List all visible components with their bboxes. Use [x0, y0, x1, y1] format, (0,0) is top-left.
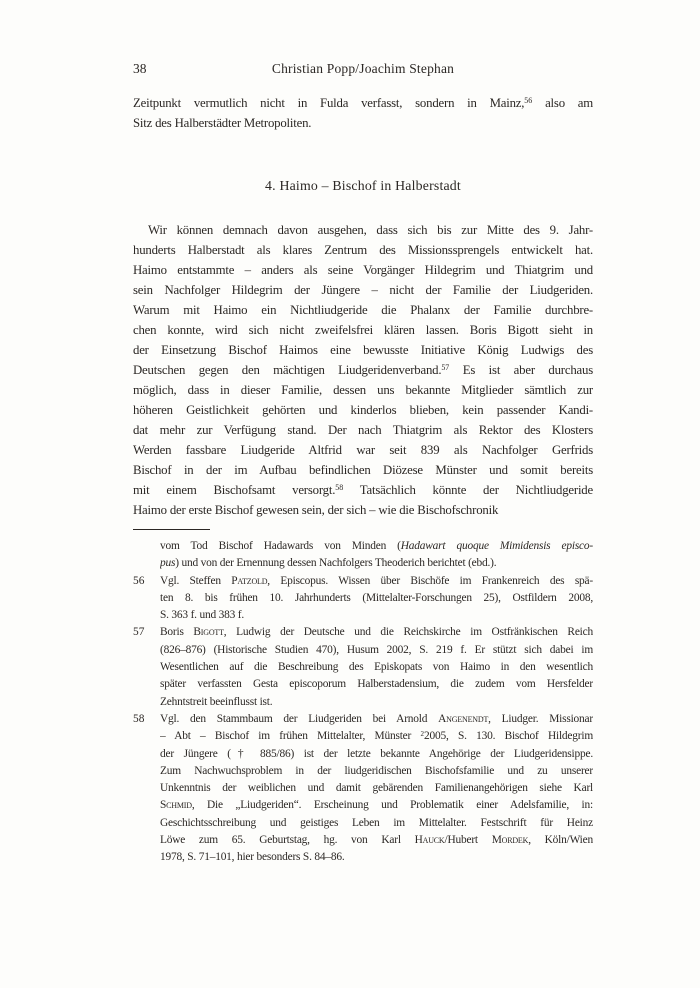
text-run: /Hubert	[444, 834, 492, 847]
footnotes-section	[133, 538, 593, 867]
text-run: also am	[532, 96, 593, 110]
text-run: (826–876) (Historische Studien 470), Husum 2002, S. 219 f. Er stützt sich dabei im	[160, 643, 593, 656]
text-line	[160, 642, 593, 659]
text-line	[133, 220, 593, 240]
text-run: Zeitpunkt vermutlich nicht in Fulda verfasst, sondern in Mainz,	[133, 96, 525, 110]
text-run: Sitz des Halberstädter Metropoliten.	[133, 116, 312, 130]
text-line	[160, 538, 593, 555]
text-line	[133, 320, 593, 340]
text-run: höheren Geistlichkeit gehörten und kinderlos blieben, kein passender Kandi-	[133, 403, 593, 417]
author-name-smallcaps: Hauck	[414, 834, 445, 847]
text-run: Zehntstreit beeinflusst ist.	[160, 695, 273, 708]
text-line	[160, 659, 593, 676]
author-name-smallcaps: Schmid	[160, 799, 192, 812]
text-line	[160, 815, 593, 832]
text-line	[133, 340, 593, 360]
text-column	[133, 0, 593, 867]
text-run: Zum Nachwuchsproblem in der liudgeridischen Bischofsfamilie und zu unserer	[160, 764, 593, 777]
text-run: Geschichtsschreibung und geistiges Leben im Mittelalter. Festschrift für Heinz	[160, 816, 593, 829]
text-line	[160, 728, 593, 745]
text-run: Wir können demnach davon ausgehen, dass sich bis zur Mitte des 9. Jahr-	[148, 223, 593, 237]
text-line	[160, 797, 593, 814]
text-run: , Episcopus. Wissen über Bischöfe im Frankenreich des spä-	[267, 574, 593, 587]
text-run: Boris	[160, 626, 194, 639]
author-name-smallcaps: Patzold	[231, 574, 268, 587]
footnote-item	[133, 624, 593, 710]
section-heading: 4. Haimo – Bischof in Halberstadt	[265, 178, 461, 193]
text-line	[133, 460, 593, 480]
author-name-smallcaps: Mordek	[491, 834, 529, 847]
text-run: , Köln/Wien	[528, 834, 593, 847]
footnote-number: 57	[133, 626, 145, 639]
text-line	[160, 676, 593, 693]
text-line	[133, 240, 593, 260]
footnote-number: 58	[133, 712, 145, 725]
text-line	[133, 420, 593, 440]
text-run: mit einem Bischofsamt versorgt.	[133, 483, 336, 497]
text-line	[133, 400, 593, 420]
page-header	[133, 61, 593, 78]
text-line	[160, 849, 593, 866]
author-name-smallcaps: Angenendt	[438, 712, 489, 725]
text-run: , Liudger. Missionar	[488, 712, 593, 725]
text-line	[160, 832, 593, 849]
text-line	[133, 380, 593, 400]
text-run: Werden fassbare Liudgeride Altfrid war seit 839 als Nachfolger Gerfrids	[133, 443, 593, 457]
text-line	[160, 573, 593, 590]
footnote-number: 56	[133, 574, 145, 587]
text-line	[160, 555, 593, 572]
text-run: Haimo entstammte – anders als seine Vorgänger Hildegrim und Thiatgrim und	[133, 263, 593, 277]
text-run: möglich, dass in dieser Familie, dessen uns bekannte Mitglieder sämtlich zur	[133, 383, 593, 397]
text-line	[133, 260, 593, 280]
text-run: Deutschen gegen den mächtigen Liudgeridenverband.	[133, 363, 442, 377]
text-line	[160, 607, 593, 624]
text-line	[133, 500, 593, 520]
author-name-smallcaps: Bigott	[193, 626, 224, 639]
footnote-separator-rule	[133, 529, 210, 530]
text-run: Es ist aber durchaus	[449, 363, 593, 377]
text-run: , Ludwig der Deutsche und die Reichskirche im Ostfränkischen Reich	[223, 626, 593, 639]
text-line	[133, 280, 593, 300]
text-line	[160, 763, 593, 780]
text-run: Löwe zum 65. Geburtstag, hg. von Karl	[160, 834, 415, 847]
text-run: Warum mit Haimo ein Nichtliudgeride die Phalanx der Familie durchbre-	[133, 303, 593, 317]
text-run: 2005, S. 130. Bischof Hildegrim	[423, 730, 593, 743]
footnote-item	[133, 711, 593, 867]
text-run: S. 363 f. und 383 f.	[160, 609, 244, 622]
text-line	[133, 440, 593, 460]
text-run: Bischof in der im Aufbau befindlichen Diözese Münster und somit bereits	[133, 463, 593, 477]
running-title: Christian Popp/Joachim Stephan	[271, 61, 455, 76]
text-line	[160, 694, 593, 711]
text-run: , Die „Liudgeriden“. Erscheinung und Problematik einer Adelsfamilie, in:	[191, 799, 593, 812]
text-line	[133, 300, 593, 320]
text-run: der Jüngere († 885/86) ist der letzte bekannte Angehörige der Liudgeridensippe.	[160, 747, 593, 760]
text-run: dat mehr zur Verfügung stand. Der nach Thiatgrim als Rektor des Klosters	[133, 423, 593, 437]
superscript-marker: 58	[335, 483, 344, 493]
italic-latin-text: pus	[160, 557, 176, 570]
text-line	[133, 480, 593, 500]
text-run: später verfassten Gesta episcoporum Halberstadensium, die zudem vom Hersfelder	[160, 678, 593, 691]
text-run: der Einsetzung Bischof Haimos eine bewusste Initiative König Ludwigs des	[133, 343, 593, 357]
superscript-marker: 2	[420, 730, 424, 739]
text-run: hunderts Halberstadt als klares Zentrum des Missionssprengels entwickelt hat.	[133, 243, 593, 257]
text-run: Unkenntnis der weiblichen und damit gebärenden Familienangehörigen siehe Karl	[160, 782, 593, 795]
text-line	[133, 360, 593, 380]
body-paragraph	[133, 220, 593, 520]
intro-paragraph	[133, 93, 593, 133]
superscript-marker: 56	[524, 96, 533, 106]
page-number: 38	[133, 61, 147, 76]
text-run: Haimo der erste Bischof gewesen sein, der sich – wie die Bischofschronik	[133, 503, 499, 517]
footnote-list	[133, 573, 593, 867]
text-run: ) und von der Ernennung dessen Nachfolgers Theoderich berichtet (ebd.).	[175, 557, 497, 570]
text-run: – Abt – Bischof im frühen Mittelalter, Münster	[160, 730, 421, 743]
text-run: Wesentlichen auf die Beschreibung des Episkopats von Haimo in den wesentlich	[160, 661, 593, 674]
text-run: ten 8. bis frühen 10. Jahrhunderts (Mittelalter-Forschungen 25), Ostfildern 2008,	[160, 591, 593, 604]
superscript-marker: 57	[441, 363, 450, 373]
text-run: vom Tod Bischof Hadawards von Minden (	[160, 540, 401, 552]
italic-latin-text: Hadawart quoque Mimidensis episco-	[400, 540, 593, 552]
footnote-carryover	[133, 538, 593, 573]
text-line	[160, 590, 593, 607]
text-line	[133, 113, 593, 133]
text-run: Tatsächlich könnte der Nichtliudgeride	[343, 483, 593, 497]
text-line	[160, 746, 593, 763]
text-line	[160, 624, 593, 641]
text-line	[133, 93, 593, 113]
text-run: chen konnte, wird sich nicht zweifelsfrei klären lassen. Boris Bigott sieht in	[133, 323, 593, 337]
text-run: Vgl. Steffen	[160, 574, 232, 587]
footnote-item	[133, 573, 593, 625]
text-line	[160, 780, 593, 797]
text-run: Vgl. den Stammbaum der Liudgeriden bei Arnold	[160, 712, 439, 725]
text-line	[160, 711, 593, 728]
text-run: sein Nachfolger Hildegrim der Jüngere – nicht der Familie der Liudgeriden.	[133, 283, 593, 297]
text-run: 1978, S. 71–101, hier besonders S. 84–86.	[160, 851, 345, 864]
